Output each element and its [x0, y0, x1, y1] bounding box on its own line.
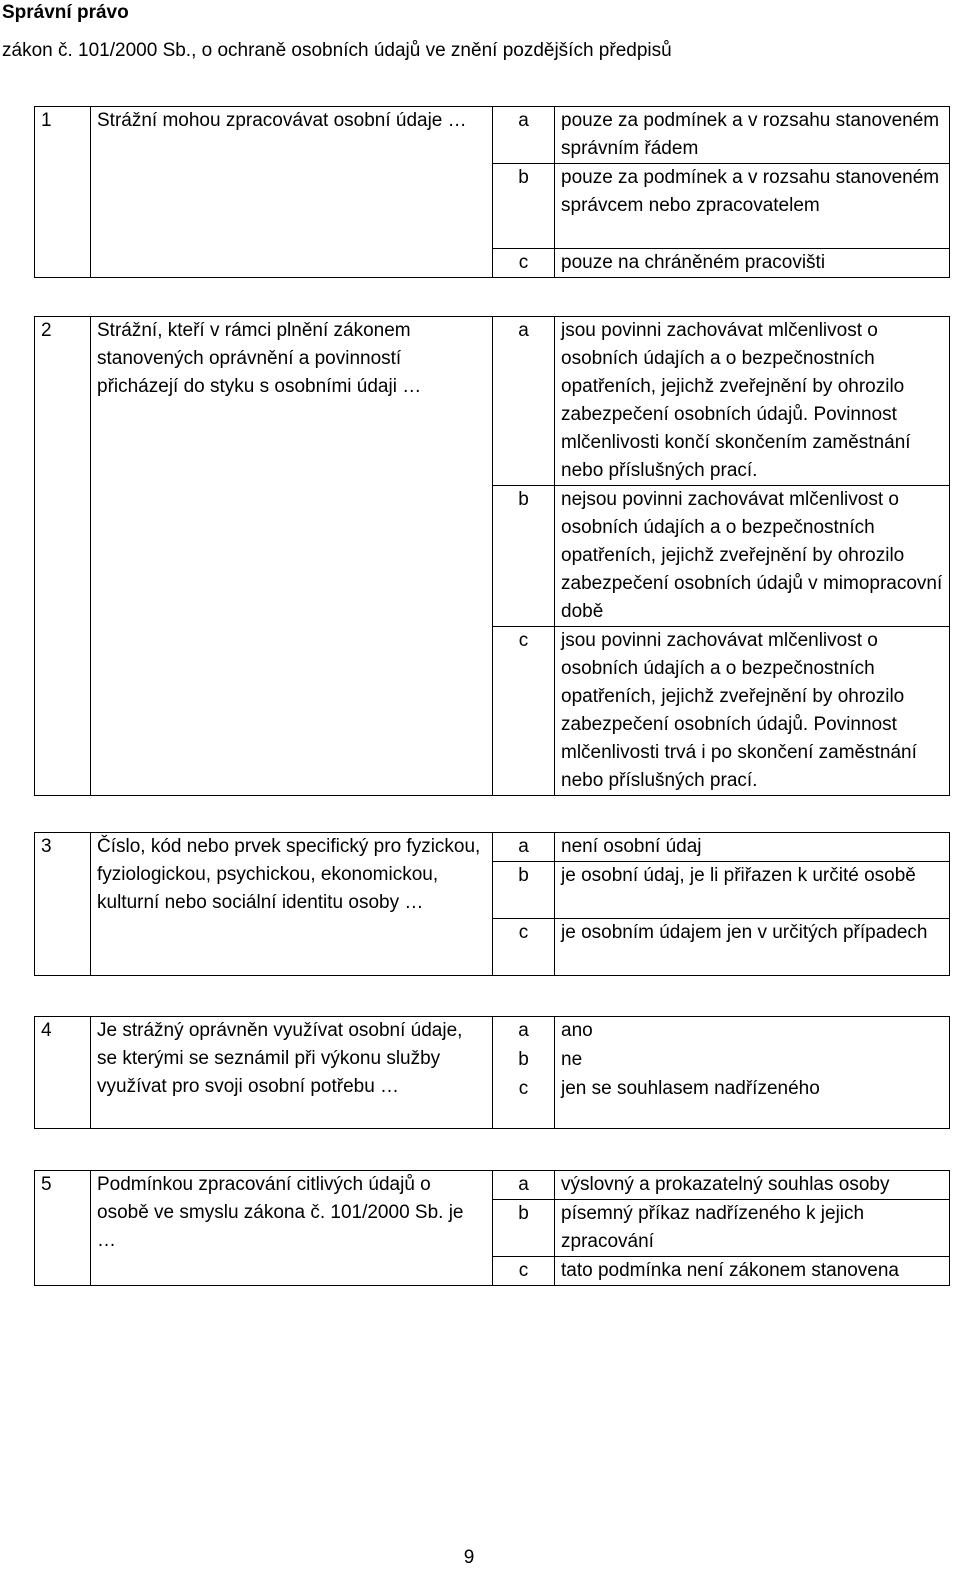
question-text: Strážní mohou zpracovávat osobní údaje … [91, 107, 493, 278]
option-letter: c [493, 627, 555, 796]
option-text: nejsou povinni zachovávat mlčenlivost o osobních údajích a o bezpečnostních opatřeních, jejichž zveřejnění by ohrozilo zabezpečení osobních údajů v mimopracovní době [555, 486, 950, 627]
option-letter: c [493, 249, 555, 278]
option-letter: c [493, 1075, 555, 1129]
question-1-table [34, 106, 950, 278]
question-text: Je strážný oprávněn využívat osobní údaje, se kterými se seznámil při výkonu služby využívat pro svoji osobní potřebu … [91, 1017, 493, 1129]
option-letter: b [493, 862, 555, 919]
question-number: 4 [35, 1017, 91, 1129]
question-4-table [34, 1016, 950, 1129]
option-text: jsou povinni zachovávat mlčenlivost o osobních údajích a o bezpečnostních opatřeních, jejichž zveřejnění by ohrozilo zabezpečení osobních údajů. Povinnost mlčenlivosti trvá i po skončení zaměstnání nebo příslušných prací. [555, 627, 950, 796]
question-number: 2 [35, 317, 91, 796]
option-text: pouze za podmínek a v rozsahu stanoveném správním řádem [555, 107, 950, 164]
question-2-table [34, 316, 950, 796]
option-letter: c [493, 1257, 555, 1286]
question-text: Číslo, kód nebo prvek specifický pro fyzickou, fyziologickou, psychickou, ekonomickou, kulturní nebo sociální identitu osoby … [91, 833, 493, 976]
question-text: Podmínkou zpracování citlivých údajů o osobě ve smyslu zákona č. 101/2000 Sb. je … [91, 1171, 493, 1286]
option-text: tato podmínka není zákonem stanovena [555, 1257, 950, 1286]
option-text: ne [555, 1046, 950, 1075]
question-5-table [34, 1170, 950, 1286]
option-letter: a [493, 1171, 555, 1200]
option-text: výslovný a prokazatelný souhlas osoby [555, 1171, 950, 1200]
option-letter: b [493, 1046, 555, 1075]
option-text: pouze na chráněném pracovišti [555, 249, 950, 278]
option-letter: a [493, 107, 555, 164]
option-text: pouze za podmínek a v rozsahu stanoveném správcem nebo zpracovatelem [555, 164, 950, 249]
option-text: písemný příkaz nadřízeného k jejich zpracování [555, 1200, 950, 1257]
question-text: Strážní, kteří v rámci plnění zákonem stanovených oprávnění a povinností přicházejí do styku s osobními údaji … [91, 317, 493, 796]
option-letter: a [493, 317, 555, 486]
page-title: Správní právo [2, 2, 129, 23]
option-text: ano [555, 1017, 950, 1046]
option-letter: a [493, 1017, 555, 1046]
option-letter: b [493, 1200, 555, 1257]
option-letter: b [493, 164, 555, 249]
option-text: je osobní údaj, je li přiřazen k určité osobě [555, 862, 950, 919]
question-number: 3 [35, 833, 91, 976]
question-3-table [34, 832, 950, 976]
option-text: je osobním údajem jen v určitých případech [555, 919, 950, 976]
option-text: jsou povinni zachovávat mlčenlivost o osobních údajích a o bezpečnostních opatřeních, jejichž zveřejnění by ohrozilo zabezpečení osobních údajů. Povinnost mlčenlivosti končí skončením zaměstnání nebo příslušných prací. [555, 317, 950, 486]
page-number: 9 [463, 1547, 475, 1568]
option-letter: a [493, 833, 555, 862]
page-subtitle: zákon č. 101/2000 Sb., o ochraně osobních údajů ve znění pozdějších předpisů [2, 40, 672, 61]
option-letter: c [493, 919, 555, 976]
option-text: jen se souhlasem nadřízeného [555, 1075, 950, 1129]
question-number: 5 [35, 1171, 91, 1286]
option-letter: b [493, 486, 555, 627]
option-text: není osobní údaj [555, 833, 950, 862]
question-number: 1 [35, 107, 91, 278]
